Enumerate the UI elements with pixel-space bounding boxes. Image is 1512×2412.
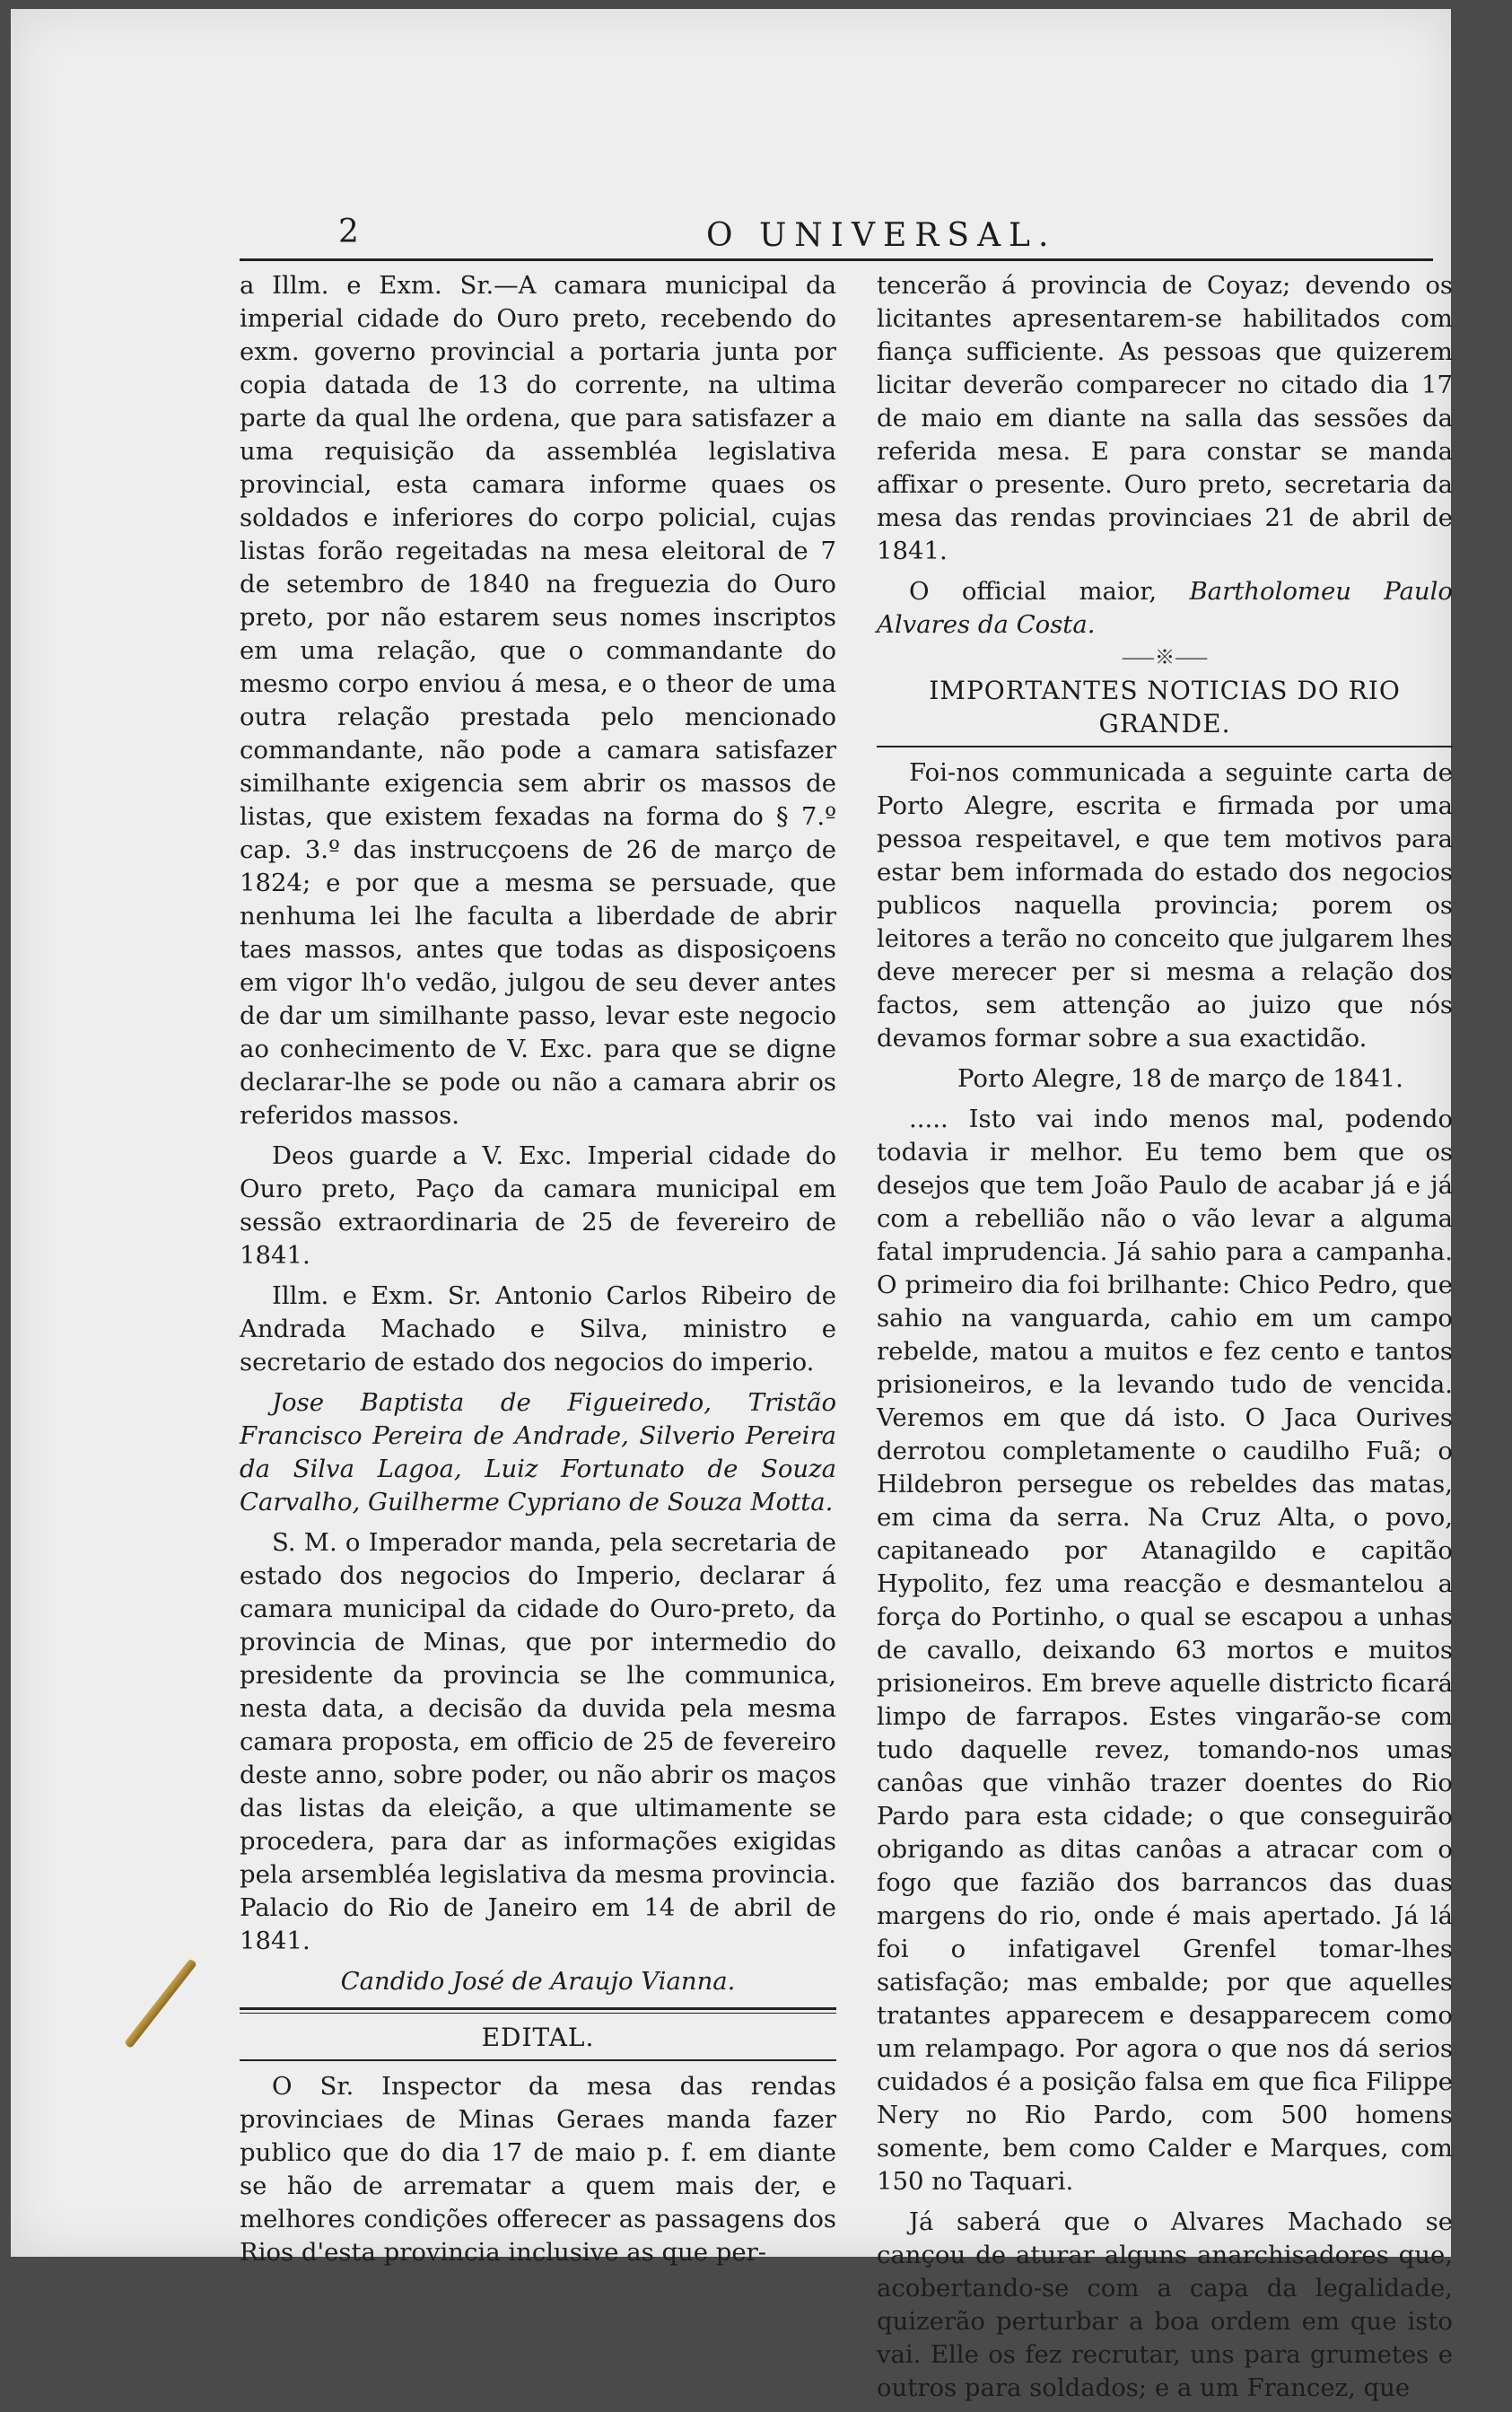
official-signature (877, 575, 1453, 642)
imperial-reply: S. M. o Imperador manda, pela secretaria de estado dos negocios do Imperio, declarar á camara municipal da cidade do Ouro-preto, da provincia de Minas, que por intermedio do presidente da provincia se lhe communica, nesta data, a decisão da duvida pela mesma camara proposta, em officio de 25 de fevereiro deste anno, sobre poder, ou não abrir os maços das listas da eleição, a que ultimamente se procedera, para dar as informações exigidas pela arsembléa legislativa da mesma provincia. Palacio do Rio de Janeiro em 14 de abril de 1841. (240, 1528, 836, 1955)
masthead-title: O UNIVERSAL. (706, 217, 1057, 254)
news-rule (877, 746, 1453, 747)
edital-heading: EDITAL. (481, 2023, 595, 2052)
addressee: Illm. e Exm. Sr. Antonio Carlos Ribeiro de Andrada Machado e Silva, ministro e secretario de estado dos negocios do imperio. (240, 1281, 836, 1376)
pen-nib-image (124, 1958, 197, 2049)
left-column (240, 269, 836, 2277)
page-number: 2 (338, 214, 359, 250)
edital-rule (240, 2059, 836, 2061)
letter-body: ..... Isto vai indo menos mal, podendo todavia ir melhor. Eu temo bem que os desejos que tem João Paulo de acabar já e já com a rebellião não o vão levar a alguma fatal imprudencia. Já sahio para a campanha. O primeiro dia foi brilhante: Chico Pedro, que sahio na vanguarda, cahio em um campo rebelde, matou a muitos e fez cento e tantos prisioneiros, e la levando tudo de vencida. Veremos em que dá isto. O Jaca Ourives derrotou completamente o caudilho Fuã; o Hildebron persegue os rebeldes das matas, em cima da serra. Na Cruz Alta, o povo, capitaneado por Atanagildo e capitão Hypolito, fez uma reacção e desmantelou a força do Portinho, o qual se escapou a unhas de cavallo, deixando 63 mortos e muitos prisioneiros. Em breve aquelle districto ficará limpo de farrapos. Estes vingarão-se com tudo daquelle revez, tomando-nos umas canôas que vinhão trazer doentes do Rio Pardo para esta cidade; o que conseguirão obrigando as ditas canôas a atracar com o fogo que fazião dos barrancos das duas margens do rio, onde é mais apertado. Já lá foi o infatigavel Grenfel tomar-lhes satisfação; mas embalde; por que aquelles tratantes apparecem e desapparecem como um relampago. Por agora o que nos dá serios cuidados é a posição falsa em que fica Filippe Nery no Rio Pardo, com 500 homens somente, bem como Calder e Marques, com 150 no Taquari. (877, 1105, 1453, 2196)
letter-body-continued: Já saberá que o Alvares Machado se cançou de aturar alguns anarchisadores que, acobertando-se com a capa da legalidade, quizerão perturbar a boa ordem em que isto vai. Elle os fez recrutar, uns para grumetes e outros para soldados; e a um Francez, que (877, 2207, 1453, 2402)
ornament-divider: ⸺※⸺ (1121, 647, 1209, 669)
letter-dateline: Porto Alegre, 18 de março de 1841. (957, 1064, 1403, 1093)
news-heading: IMPORTANTES NOTICIAS DO RIO GRANDE. (929, 676, 1401, 738)
official-name: Bartholomeu Paulo Alvares da Costa. (877, 577, 1453, 639)
minister-signature: Candido José de Araujo Vianna. (340, 1967, 736, 1996)
official-title: O official maior, (909, 577, 1190, 606)
section-divider (240, 2007, 836, 2014)
camara-letter: a Illm. e Exm. Sr.—A camara municipal da imperial cidade do Ouro preto, recebendo do exm. governo provincial a portaria junta por copia datada de 13 do corrente, na ultima parte da qual lhe ordena, que para satisfazer a uma requisição da assembléa legislativa provincial, esta camara informe quaes os soldados e inferiores do corpo policial, cujas listas forão regeitadas na mesa eleitoral de 7 de setembro de 1840 na freguezia do Ouro preto, por não estarem seus nomes inscriptos em uma relação, que o commandante do mesmo corpo enviou á mesa, e o theor de uma outra relação prestada pelo mencionado commandante, não pode a camara satisfazer similhante exigencia sem abrir os massos de listas, que existem fexadas na forma do § 7.º cap. 3.º das instrucçoens de 26 de março de 1824; e por que a mesma se persuade, que nenhuma lei lhe faculta a liberdade de abrir taes massos, antes que todas as disposiçoens em vigor lh'o vedão, julgou de seu dever antes de dar um similhante passo, levar este negocio ao conhecimento de V. Exc. para que se digne declarar-lhe se pode ou não a camara abrir os referidos massos. (240, 271, 836, 1130)
news-intro: Foi-nos communicada a seguinte carta de Porto Alegre, escrita e firmada por uma pessoa respeitavel, e que tem motivos para estar bem informada do estado dos negocios publicos naquella provincia; porem os leitores a terão no conceito que julgarem lhes deve merecer per si mesma a relação dos factos, sem attenção ao juizo que nós devamos formar sobre a sua exactidão. (877, 758, 1453, 1053)
edital-continuation: tencerão á provincia de Coyaz; devendo os licitantes apresentarem-se habilitados com fiança sufficiente. As pessoas que quizerem licitar deverão comparecer no citado dia 17 de maio em diante na salla das sessões da referida mesa. E para constar se manda affixar o presente. Ouro preto, secretaria da mesa das rendas provinciaes 21 de abril de 1841. (877, 271, 1453, 565)
header-rule (240, 258, 1433, 261)
camara-closing: Deos guarde a V. Exc. Imperial cidade do Ouro preto, Paço da camara municipal em sessão extraordinaria de 25 de fevereiro de 1841. (240, 1141, 836, 1270)
page-header (240, 214, 1451, 254)
edital-text: O Sr. Inspector da mesa das rendas provinciaes de Minas Geraes manda fazer publico que do dia 17 de maio p. f. em diante se hão de arrematar a quem mais der, e melhores condições offerecer as passagens dos Rios d'esta provincia inclusive as que per- (240, 2072, 836, 2267)
right-column (877, 269, 1453, 2412)
camara-signatories: Jose Baptista de Figueiredo, Tristão Francisco Pereira de Andrade, Silverio Pereira da Silva Lagoa, Luiz Fortunato de Souza Carvalho, Guilherme Cypriano de Souza Motta. (240, 1388, 836, 1516)
newspaper-page (11, 9, 1453, 2402)
